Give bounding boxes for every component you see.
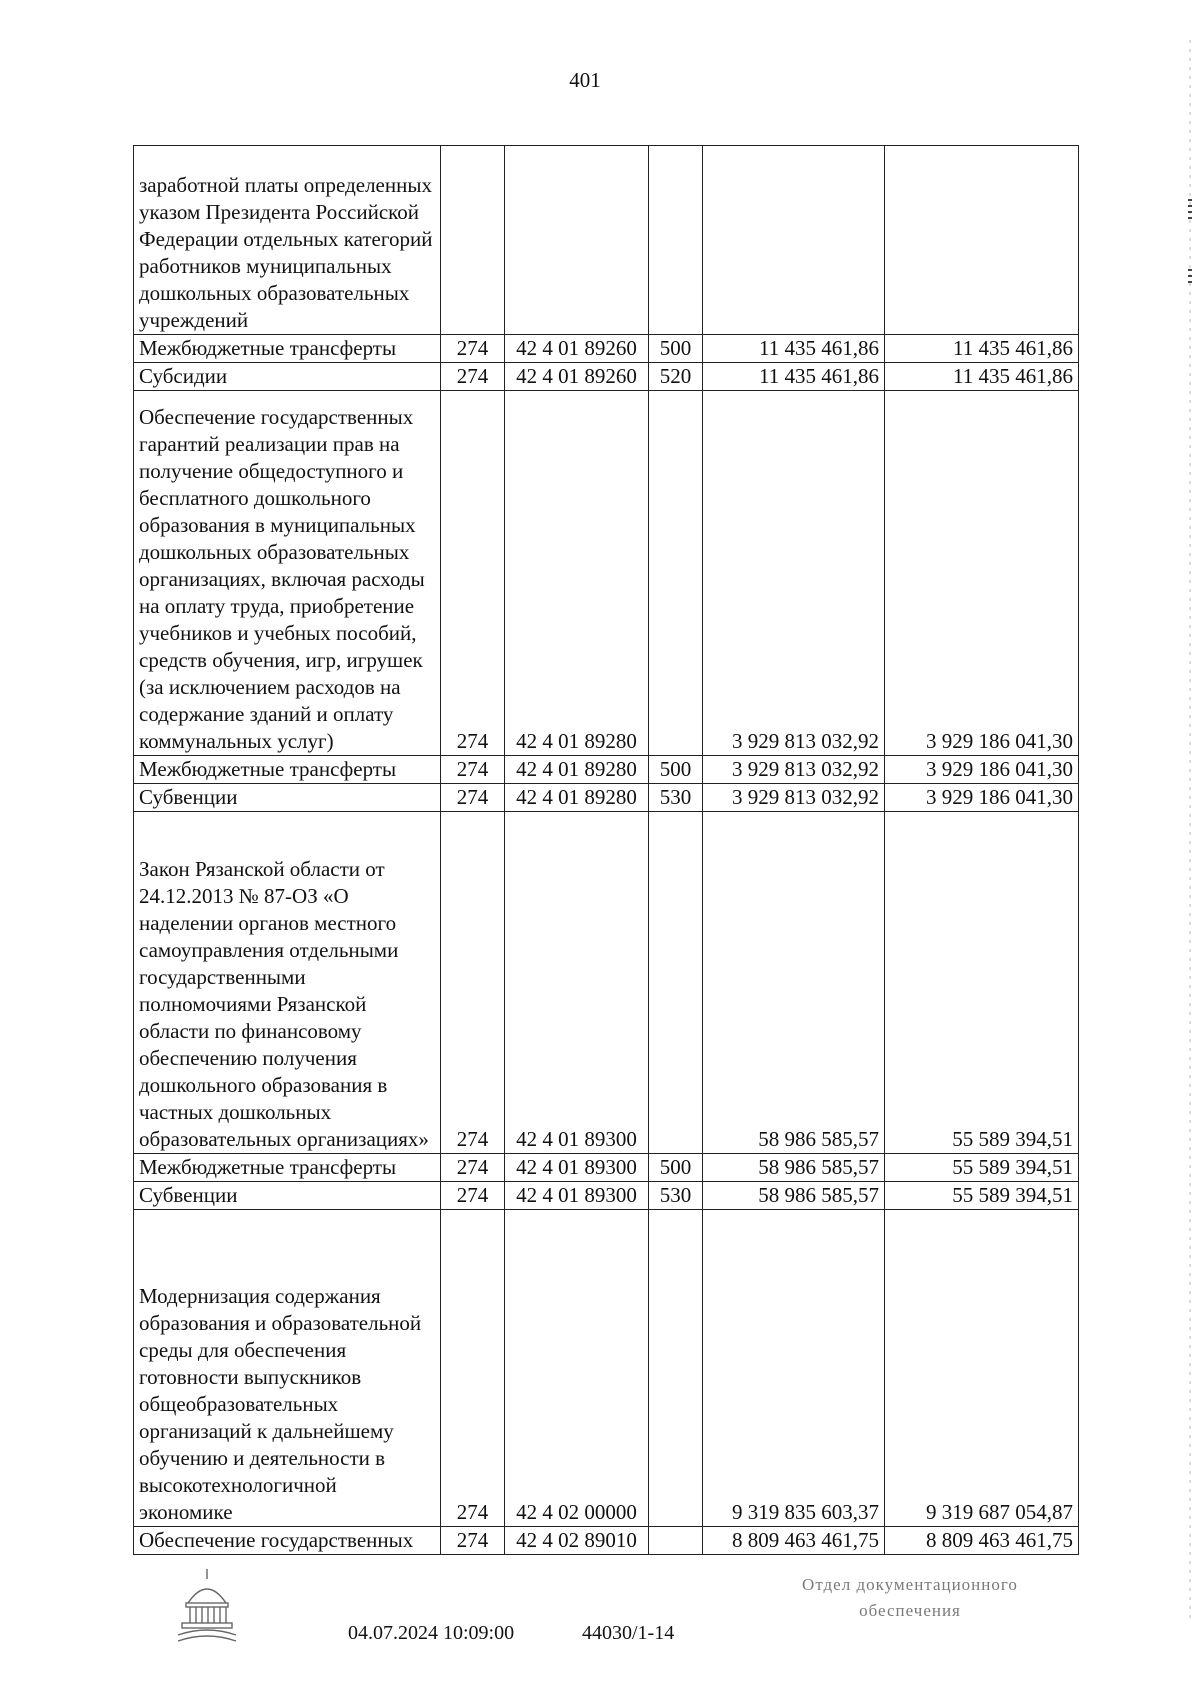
row-amount-1: 58 986 585,57 xyxy=(703,1182,885,1210)
row-code: 274 xyxy=(441,335,505,363)
row-amount-2: 3 929 186 041,30 xyxy=(885,756,1079,784)
row-target-article: 42 4 02 00000 xyxy=(505,1210,649,1527)
row-expense-type xyxy=(649,1210,703,1527)
footer-reg-number: 44030/1-14 xyxy=(582,1622,675,1644)
row-amount-1: 3 929 813 032,92 xyxy=(703,391,885,756)
table-row xyxy=(134,812,1079,1154)
row-name: Обеспечение государственных гарантий реализации прав на получение общедоступного и бесплатного дошкольного образования в муниципальных дошкольных образовательных организациях, включая расходы на оплату труда, приобретение учебников и учебных пособий, средств обучения, игр, игрушек (за исключением расходов на содержание зданий и оплату коммунальных услуг) xyxy=(134,391,441,756)
row-amount-1: 58 986 585,57 xyxy=(703,1154,885,1182)
row-amount-1: 9 319 835 603,37 xyxy=(703,1210,885,1527)
row-code: 274 xyxy=(441,756,505,784)
row-code: 274 xyxy=(441,391,505,756)
table-row xyxy=(134,146,1079,335)
table-row xyxy=(134,1210,1079,1527)
row-name: заработной платы определенных указом Президента Российской Федерации отдельных категорий работников муниципальных дошкольных образовательных учреждений xyxy=(134,146,441,335)
footer-timestamp: 04.07.2024 10:09:00 xyxy=(348,1622,515,1644)
row-target-article: 42 4 01 89280 xyxy=(505,391,649,756)
row-target-article: 42 4 02 89010 xyxy=(505,1527,649,1555)
row-code: 274 xyxy=(441,784,505,812)
row-target-article: 42 4 01 89300 xyxy=(505,1182,649,1210)
row-expense-type xyxy=(649,391,703,756)
row-amount-2: 55 589 394,51 xyxy=(885,812,1079,1154)
stamp-line-1: Отдел документационного xyxy=(802,1575,1018,1594)
table-row xyxy=(134,784,1079,812)
row-amount-1: 3 929 813 032,92 xyxy=(703,784,885,812)
row-amount-2: 8 809 463 461,75 xyxy=(885,1527,1079,1555)
row-amount-1: 11 435 461,86 xyxy=(703,363,885,391)
row-name: Субвенции xyxy=(134,1182,441,1210)
row-target-article: 42 4 01 89300 xyxy=(505,812,649,1154)
row-code: 274 xyxy=(441,363,505,391)
row-amount-2 xyxy=(885,146,1079,335)
row-expense-type: 500 xyxy=(649,1154,703,1182)
row-target-article xyxy=(505,146,649,335)
row-target-article: 42 4 01 89260 xyxy=(505,335,649,363)
table-row xyxy=(134,756,1079,784)
row-code: 274 xyxy=(441,1210,505,1527)
row-name: Субсидии xyxy=(134,363,441,391)
budget-table xyxy=(133,145,1079,1555)
row-name: Межбюджетные трансферты xyxy=(134,335,441,363)
row-amount-2: 3 929 186 041,30 xyxy=(885,391,1079,756)
table-row xyxy=(134,363,1079,391)
table-row xyxy=(134,1154,1079,1182)
row-expense-type: 500 xyxy=(649,335,703,363)
row-code: 274 xyxy=(441,1527,505,1555)
row-expense-type: 500 xyxy=(649,756,703,784)
row-amount-2: 55 589 394,51 xyxy=(885,1154,1079,1182)
table-row xyxy=(134,335,1079,363)
row-name: Модернизация содержания образования и образовательной среды для обеспечения готовности выпускников общеобразовательных организаций к дальнейшему обучению и деятельности в высокотехнологичной экономике xyxy=(134,1210,441,1527)
row-expense-type xyxy=(649,146,703,335)
row-target-article: 42 4 01 89260 xyxy=(505,363,649,391)
row-expense-type: 530 xyxy=(649,1182,703,1210)
row-expense-type xyxy=(649,1527,703,1555)
row-amount-2: 11 435 461,86 xyxy=(885,363,1079,391)
row-name: Межбюджетные трансферты xyxy=(134,1154,441,1182)
row-code: 274 xyxy=(441,1154,505,1182)
row-name: Межбюджетные трансферты xyxy=(134,756,441,784)
row-amount-2: 3 929 186 041,30 xyxy=(885,784,1079,812)
row-amount-2: 55 589 394,51 xyxy=(885,1182,1079,1210)
row-target-article: 42 4 01 89280 xyxy=(505,756,649,784)
row-amount-1: 8 809 463 461,75 xyxy=(703,1527,885,1555)
row-name: Обеспечение государственных xyxy=(134,1527,441,1555)
page-number: 401 xyxy=(569,68,601,92)
row-amount-1: 3 929 813 032,92 xyxy=(703,756,885,784)
row-amount-2: 11 435 461,86 xyxy=(885,335,1079,363)
stamp-line-2: обеспечения xyxy=(859,1601,961,1620)
table-row xyxy=(134,391,1079,756)
duma-building-logo-icon xyxy=(176,1565,238,1647)
row-code: 274 xyxy=(441,812,505,1154)
row-code: 274 xyxy=(441,1182,505,1210)
row-amount-1: 58 986 585,57 xyxy=(703,812,885,1154)
department-stamp xyxy=(760,1572,1060,1624)
row-target-article: 42 4 01 89280 xyxy=(505,784,649,812)
row-amount-2: 9 319 687 054,87 xyxy=(885,1210,1079,1527)
table-row xyxy=(134,1182,1079,1210)
row-name: Закон Рязанской области от 24.12.2013 № 87-ОЗ «О наделении органов местного самоуправления отдельными государственными полномочиями Рязанской области по финансовому обеспечению получения дошкольного образования в частных дошкольных образовательных организациях» xyxy=(134,812,441,1154)
table-row xyxy=(134,1527,1079,1555)
row-code xyxy=(441,146,505,335)
row-expense-type xyxy=(649,812,703,1154)
scan-edge-marks xyxy=(1186,40,1194,1620)
row-amount-1 xyxy=(703,146,885,335)
row-target-article: 42 4 01 89300 xyxy=(505,1154,649,1182)
row-expense-type: 520 xyxy=(649,363,703,391)
row-amount-1: 11 435 461,86 xyxy=(703,335,885,363)
row-name: Субвенции xyxy=(134,784,441,812)
row-expense-type: 530 xyxy=(649,784,703,812)
